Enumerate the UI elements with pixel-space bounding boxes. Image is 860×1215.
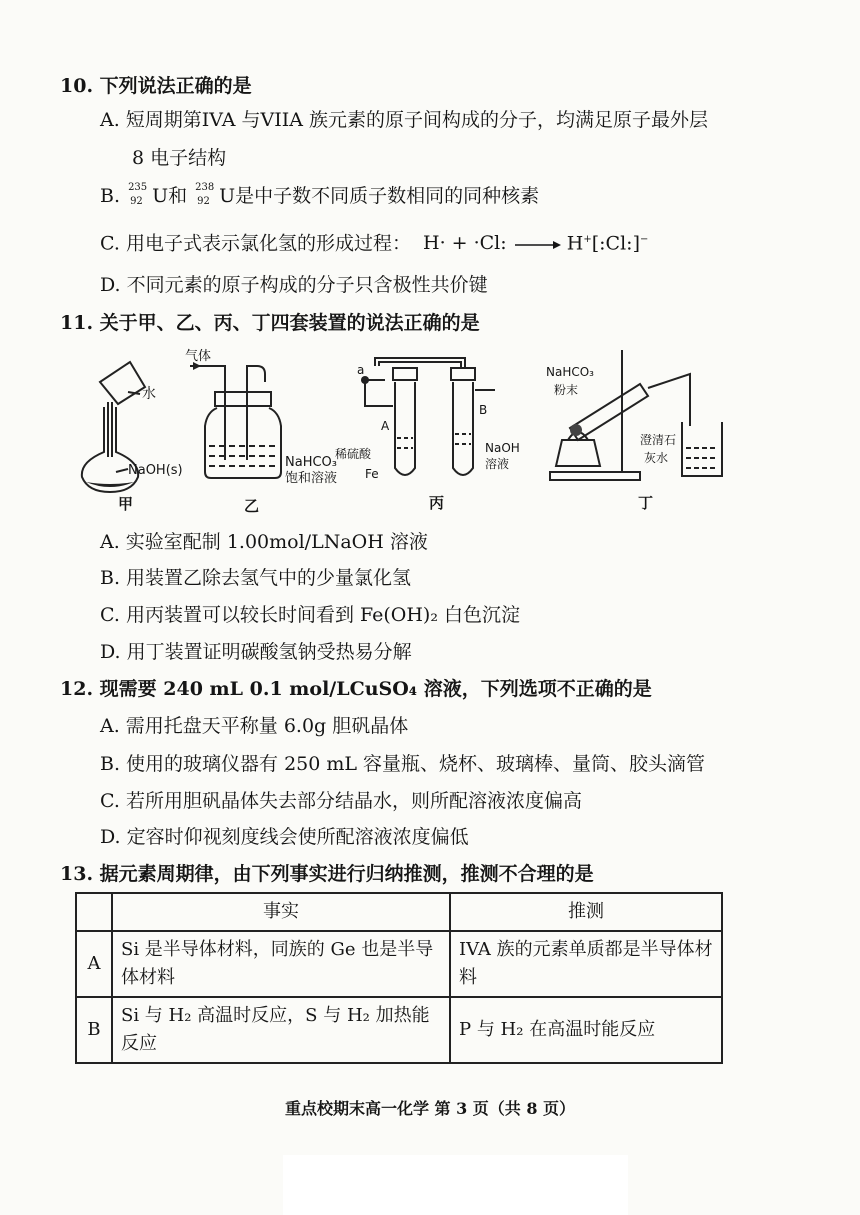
q10-stem: 10. 下列说法正确的是 [60, 75, 252, 97]
label-gas: 气体 [185, 349, 212, 364]
q10-option-b [100, 184, 539, 208]
table-row-label: A [76, 931, 112, 997]
caption-yi: 乙 [244, 497, 260, 515]
label-fe: Fe [365, 467, 379, 481]
table-header-fact: 事实 [112, 893, 450, 931]
table-cell-fact: Si 与 H₂ 高温时反应，S 与 H₂ 加热能反应 [112, 997, 450, 1063]
element-symbol: U [219, 185, 236, 207]
q12-option-d: D. 定容时仰视刻度线会使所配溶液浓度偏低 [100, 826, 469, 848]
q10-b-prefix: B. [100, 185, 121, 207]
label-dilute-sulfuric-acid: 稀硫酸 [335, 447, 372, 461]
label-limewater: 澄清石 [640, 433, 677, 447]
q13-table [75, 892, 723, 1064]
charge-minus: − [639, 234, 649, 245]
nuclide-u235 [126, 184, 148, 208]
q11-option-a: A. 实验室配制 1.00mol/LNaOH 溶液 [100, 531, 428, 553]
label-naoh-solid: NaOH(s) [128, 463, 183, 478]
caption-bing: 丙 [429, 494, 445, 512]
atomic-number: 92 [130, 196, 143, 207]
label-B: B [479, 403, 488, 417]
label-A: A [381, 419, 390, 433]
table-cell-inference: P 与 H₂ 在高温时能反应 [450, 997, 722, 1063]
atomic-number: 92 [197, 196, 210, 207]
q10-option-c [100, 228, 648, 256]
q11-stem: 11. 关于甲、乙、丙、丁四套装置的说法正确的是 [60, 312, 480, 334]
apparatus-bing-diagram [335, 346, 530, 486]
table-row [76, 931, 722, 997]
table-row-label: B [76, 997, 112, 1063]
q13-stem: 13. 据元素周期律，由下列事实进行归纳推测，推测不合理的是 [60, 863, 594, 885]
label-nahco3: NaHCO₃ [285, 455, 337, 470]
table-header-row [76, 893, 722, 931]
q11-option-b: B. 用装置乙除去氢气中的少量氯化氢 [100, 567, 412, 589]
label-naoh: NaOH [485, 441, 520, 455]
label-saturated-solution: 饱和溶液 [285, 471, 338, 486]
apparatus-yi-diagram [185, 349, 345, 492]
q10-option-a-cont: 8 电子结构 [132, 147, 227, 169]
table-cell-fact: Si 是半导体材料，同族的 Ge 也是半导体材料 [112, 931, 450, 997]
table-cell-inference: IVA 族的元素单质都是半导体材料 [450, 931, 722, 997]
table-header-inference: 推测 [450, 893, 722, 931]
mass-number: 238 [195, 182, 215, 193]
reaction-arrow-icon [513, 232, 561, 256]
page-footer: 重点校期末高一化学 第 3 页（共 8 页） [284, 1099, 576, 1118]
q10-option-d: D. 不同元素的原子构成的分子只含极性共价键 [100, 274, 488, 296]
label-water: 水 [142, 386, 156, 402]
electron-formula-h: H [566, 232, 584, 255]
label-a: a [357, 363, 365, 377]
label-limewater-2: 灰水 [644, 451, 669, 465]
q11-option-d: D. 用丁装置证明碳酸氢钠受热易分解 [100, 641, 412, 663]
blank-patch [283, 1155, 628, 1215]
charge-plus: + [583, 234, 592, 245]
q12-option-b: B. 使用的玻璃仪器有 250 mL 容量瓶、烧杯、玻璃棒、量筒、胶头滴管 [100, 753, 706, 775]
mass-number: 235 [128, 182, 148, 193]
q12-stem: 12. 现需要 240 mL 0.1 mol/LCuSO₄ 溶液，下列选项不正确的是 [60, 678, 652, 700]
apparatus-jia-diagram [70, 352, 200, 512]
label-solution: 溶液 [485, 457, 510, 471]
label-powder: 粉末 [554, 383, 579, 397]
apparatus-ding-diagram [540, 344, 740, 489]
q10-b-rest: 是中子数不同质子数相同的同种核素 [235, 185, 540, 207]
q10-option-a: A. 短周期第IVA 与VIIA 族元素的原子间构成的分子，均满足原子最外层 [100, 109, 708, 131]
electron-formula-cl: [:Cl:] [591, 232, 640, 255]
caption-ding: 丁 [638, 494, 654, 512]
caption-jia: 甲 [118, 495, 134, 513]
table-row [76, 997, 722, 1063]
q10-c-text: C. 用电子式表示氯化氢的形成过程： [100, 232, 411, 255]
q11-option-c: C. 用丙装置可以较长时间看到 Fe(OH)₂ 白色沉淀 [100, 604, 520, 626]
q12-option-c: C. 若所用胆矾晶体失去部分结晶水，则所配溶液浓度偏高 [100, 790, 582, 812]
element-symbol: U [152, 185, 169, 207]
q12-option-a: A. 需用托盘天平称量 6.0g 胆矾晶体 [100, 715, 409, 737]
nuclide-u238 [193, 184, 215, 208]
table-header-empty [76, 893, 112, 931]
electron-formula-left: H· + ·Cl: [423, 232, 507, 255]
label-nahco3-powder: NaHCO₃ [546, 365, 594, 379]
q10-b-and: 和 [168, 185, 188, 207]
